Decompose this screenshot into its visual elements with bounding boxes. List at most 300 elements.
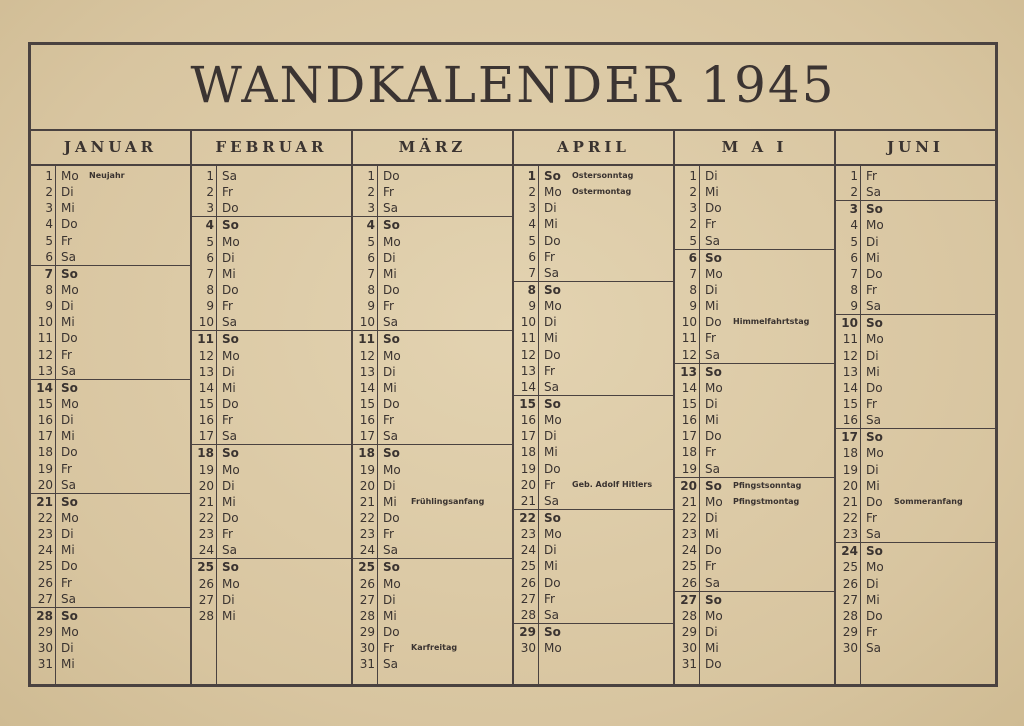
day-row — [514, 233, 673, 249]
weekday: Sa — [222, 169, 237, 183]
weekday: Do — [544, 233, 561, 248]
day-row — [353, 624, 512, 640]
weekday: Mi — [61, 315, 75, 330]
day-row — [192, 184, 351, 200]
weekday: Fr — [222, 185, 233, 200]
day-number: 29 — [519, 624, 536, 639]
day-row — [31, 314, 190, 330]
day-number: 1 — [367, 169, 375, 183]
day-row — [192, 412, 351, 428]
day-number: 12 — [37, 347, 53, 362]
day-number: 27 — [37, 591, 53, 606]
day-row — [192, 462, 351, 478]
day-row — [836, 592, 995, 608]
day-number: 24 — [37, 543, 53, 558]
weekday: So — [705, 478, 722, 493]
day-row — [675, 282, 834, 298]
day-row — [353, 494, 512, 510]
day-row — [353, 526, 512, 542]
day-number: 4 — [528, 217, 536, 232]
holiday-label: Pfingstsonntag — [733, 480, 802, 490]
day-row — [192, 592, 351, 608]
weekday: Fr — [544, 477, 555, 492]
day-row — [353, 510, 512, 526]
weekday: Fr — [61, 461, 72, 476]
weekday: So — [544, 624, 561, 639]
day-row — [514, 200, 673, 216]
day-number: 9 — [528, 299, 536, 314]
weekday: Mo — [544, 185, 562, 200]
day-list — [514, 166, 673, 656]
day-number: 20 — [520, 477, 536, 492]
weekday: Mi — [544, 445, 558, 460]
day-row — [675, 624, 834, 640]
holiday-label: Geb. Adolf Hitlers — [572, 479, 653, 489]
day-number: 11 — [37, 331, 53, 346]
day-number: 21 — [842, 494, 858, 509]
day-list — [675, 166, 834, 672]
day-number: 20 — [842, 478, 858, 493]
day-number: 6 — [850, 250, 858, 265]
day-number: 21 — [520, 493, 536, 508]
weekday: Do — [705, 315, 722, 330]
day-list — [31, 166, 190, 672]
day-number: 25 — [520, 559, 536, 574]
day-row — [353, 298, 512, 314]
day-row — [514, 526, 673, 542]
weekday: Do — [866, 266, 883, 281]
day-number: 23 — [842, 527, 858, 542]
day-row — [514, 575, 673, 591]
weekday: Fr — [383, 641, 394, 656]
day-number: 23 — [37, 527, 53, 542]
weekday: Di — [222, 478, 235, 493]
day-row — [836, 348, 995, 364]
day-row — [514, 363, 673, 379]
month-column — [192, 131, 353, 686]
day-number: 1 — [527, 169, 536, 183]
day-row — [836, 510, 995, 526]
weekday: Do — [544, 575, 561, 590]
month-grid — [31, 129, 995, 686]
month-column — [675, 131, 836, 686]
day-number: 18 — [842, 446, 858, 461]
weekday: Fr — [222, 413, 233, 428]
weekday: Do — [383, 396, 400, 411]
day-number: 16 — [37, 413, 53, 428]
day-number: 14 — [842, 380, 858, 395]
day-row — [514, 216, 673, 232]
day-row — [675, 249, 834, 266]
day-row — [353, 200, 512, 216]
weekday: Fr — [705, 217, 716, 232]
day-row — [31, 298, 190, 314]
day-row — [192, 250, 351, 266]
day-number: 1 — [689, 169, 697, 183]
weekday: Do — [61, 445, 78, 460]
weekday: Fr — [866, 396, 877, 411]
weekday: Sa — [383, 657, 398, 672]
weekday: Sa — [544, 265, 559, 280]
day-number: 15 — [681, 396, 697, 411]
day-number: 23 — [198, 527, 214, 542]
weekday: Di — [705, 396, 718, 411]
weekday: So — [544, 396, 561, 411]
day-number: 25 — [197, 560, 214, 575]
weekday: Do — [61, 331, 78, 346]
weekday: Fr — [544, 591, 555, 606]
day-row — [192, 364, 351, 380]
day-row — [514, 444, 673, 460]
holiday-label: Himmelfahrtstag — [733, 317, 810, 327]
day-row — [192, 314, 351, 330]
day-number: 9 — [367, 299, 375, 314]
weekday: Fr — [61, 233, 72, 248]
day-number: 20 — [37, 477, 53, 492]
day-row — [31, 233, 190, 249]
weekday: Mi — [544, 559, 558, 574]
weekday: So — [61, 494, 78, 509]
day-number: 27 — [198, 592, 214, 607]
weekday: Di — [61, 413, 74, 428]
weekday: Mo — [383, 348, 401, 363]
day-number: 16 — [520, 413, 536, 428]
day-row — [31, 330, 190, 346]
day-number: 29 — [37, 624, 53, 639]
weekday: Mo — [705, 380, 723, 395]
day-number: 21 — [198, 494, 214, 509]
day-row — [192, 298, 351, 314]
day-row — [31, 249, 190, 265]
day-number: 22 — [681, 510, 697, 525]
day-number: 10 — [198, 315, 214, 330]
weekday: Sa — [222, 543, 237, 558]
weekday: So — [705, 592, 722, 607]
weekday: Mo — [866, 560, 884, 575]
weekday: So — [61, 380, 78, 395]
day-row — [836, 282, 995, 298]
day-row — [514, 509, 673, 526]
day-row — [353, 428, 512, 444]
weekday: Fr — [705, 559, 716, 574]
day-number: 7 — [206, 266, 214, 281]
day-row — [514, 493, 673, 509]
day-number: 3 — [206, 201, 214, 216]
day-number: 5 — [367, 234, 375, 249]
weekday: Sa — [544, 379, 559, 394]
day-number: 5 — [528, 233, 536, 248]
day-row — [353, 412, 512, 428]
day-number: 14 — [359, 380, 375, 395]
day-number: 8 — [45, 282, 53, 297]
weekday: Sa — [383, 201, 398, 216]
weekday: Fr — [866, 510, 877, 525]
day-row — [836, 478, 995, 494]
day-row — [31, 184, 190, 200]
weekday: Sa — [383, 543, 398, 558]
day-row — [514, 281, 673, 298]
day-row — [192, 266, 351, 282]
weekday: Mi — [222, 608, 236, 623]
weekday: Fr — [61, 575, 72, 590]
day-row — [192, 542, 351, 558]
weekday: So — [544, 282, 561, 297]
day-number: 19 — [359, 462, 375, 477]
day-row — [31, 379, 190, 396]
month-name: M A I — [675, 131, 834, 166]
day-row — [514, 558, 673, 574]
day-number: 28 — [36, 608, 53, 623]
weekday: So — [383, 332, 400, 347]
day-row — [353, 314, 512, 330]
day-row — [675, 591, 834, 608]
day-row — [514, 623, 673, 640]
day-number: 22 — [198, 510, 214, 525]
day-row — [675, 314, 834, 330]
day-number: 22 — [519, 510, 536, 525]
day-number: 18 — [520, 445, 536, 460]
day-number: 2 — [528, 185, 536, 200]
day-row — [353, 330, 512, 347]
day-number: 7 — [367, 266, 375, 281]
day-number: 25 — [842, 560, 858, 575]
day-row — [836, 624, 995, 640]
day-row — [836, 428, 995, 445]
day-row — [192, 510, 351, 526]
holiday-label: Karfreitag — [411, 643, 458, 653]
day-number: 12 — [198, 348, 214, 363]
day-number: 8 — [689, 282, 697, 297]
day-row — [192, 558, 351, 575]
weekday: Mi — [705, 413, 719, 428]
day-row — [353, 184, 512, 200]
day-number: 3 — [849, 202, 858, 217]
day-number: 8 — [527, 282, 536, 297]
weekday: Mi — [705, 299, 719, 314]
weekday: Fr — [61, 347, 72, 362]
day-number: 18 — [358, 446, 375, 461]
day-row — [514, 168, 673, 184]
day-row — [353, 462, 512, 478]
day-number: 4 — [205, 218, 214, 233]
weekday: Fr — [705, 445, 716, 460]
day-number: 17 — [681, 429, 697, 444]
day-number: 13 — [680, 364, 697, 379]
weekday: Mi — [383, 266, 397, 281]
weekday: Do — [383, 624, 400, 639]
weekday: Fr — [222, 527, 233, 542]
day-number: 12 — [681, 347, 697, 362]
month-name: APRIL — [514, 131, 673, 166]
day-number: 2 — [689, 217, 697, 232]
weekday: Do — [866, 608, 883, 623]
weekday: Mi — [866, 592, 880, 607]
weekday: Di — [866, 576, 879, 591]
day-row — [675, 477, 834, 494]
weekday: Mo — [383, 234, 401, 249]
day-row — [31, 444, 190, 460]
weekday: Mi — [383, 608, 397, 623]
day-number: 27 — [842, 592, 858, 607]
month-column — [836, 131, 995, 686]
weekday: Do — [866, 380, 883, 395]
weekday: Sa — [222, 429, 237, 444]
day-row — [675, 363, 834, 380]
weekday: Mi — [705, 641, 719, 656]
day-row — [675, 200, 834, 216]
day-number: 8 — [206, 282, 214, 297]
weekday: Sa — [866, 527, 881, 542]
weekday: So — [544, 169, 561, 183]
day-row — [836, 314, 995, 331]
weekday: So — [705, 364, 722, 379]
day-row — [836, 576, 995, 592]
weekday: Do — [544, 461, 561, 476]
weekday: Mo — [705, 608, 723, 623]
day-number: 30 — [37, 641, 53, 656]
day-number: 17 — [359, 429, 375, 444]
day-number: 10 — [37, 315, 53, 330]
day-number: 27 — [520, 591, 536, 606]
day-number: 23 — [681, 527, 697, 542]
day-row — [836, 364, 995, 380]
day-row — [675, 184, 834, 200]
day-row — [836, 640, 995, 656]
day-row — [514, 330, 673, 346]
day-row — [675, 298, 834, 314]
holiday-label: Ostermontag — [572, 187, 632, 197]
weekday: Di — [544, 543, 557, 558]
day-number: 11 — [358, 332, 375, 347]
day-number: 12 — [359, 348, 375, 363]
day-number: 18 — [197, 446, 214, 461]
weekday: Mo — [544, 641, 562, 656]
day-number: 1 — [45, 169, 53, 183]
day-row — [353, 396, 512, 412]
day-number: 31 — [681, 657, 697, 672]
weekday: Mo — [383, 462, 401, 477]
weekday: So — [61, 608, 78, 623]
weekday: Di — [866, 462, 879, 477]
weekday: So — [544, 510, 561, 525]
day-row — [675, 656, 834, 672]
day-number: 10 — [359, 315, 375, 330]
weekday: So — [383, 218, 400, 233]
day-row — [31, 200, 190, 216]
day-row — [514, 640, 673, 656]
day-number: 6 — [206, 250, 214, 265]
day-number: 29 — [681, 624, 697, 639]
weekday: Sa — [866, 413, 881, 428]
day-row — [192, 216, 351, 233]
day-number: 26 — [198, 576, 214, 591]
day-row — [514, 265, 673, 281]
day-row — [353, 250, 512, 266]
day-row — [514, 607, 673, 623]
weekday: Fr — [383, 299, 394, 314]
weekday: Mi — [705, 527, 719, 542]
weekday: Do — [222, 282, 239, 297]
day-number: 9 — [850, 299, 858, 314]
month-column — [514, 131, 675, 686]
day-number: 15 — [359, 396, 375, 411]
day-row — [836, 396, 995, 412]
day-number: 3 — [45, 201, 53, 216]
day-number: 28 — [520, 607, 536, 622]
day-row — [675, 494, 834, 510]
holiday-label: Neujahr — [89, 171, 125, 180]
day-row — [514, 461, 673, 477]
month-name: JANUAR — [31, 131, 190, 166]
day-number: 4 — [366, 218, 375, 233]
weekday: So — [866, 544, 883, 559]
day-row — [31, 575, 190, 591]
weekday: Mi — [866, 478, 880, 493]
day-number: 16 — [198, 413, 214, 428]
day-row — [31, 558, 190, 574]
day-number: 6 — [528, 249, 536, 264]
weekday: Di — [61, 641, 74, 656]
weekday: Di — [866, 348, 879, 363]
day-number: 5 — [689, 233, 697, 248]
day-row — [675, 444, 834, 460]
weekday: Mi — [61, 657, 75, 672]
weekday: Di — [61, 527, 74, 542]
weekday: Di — [705, 282, 718, 297]
day-number: 17 — [520, 429, 536, 444]
weekday: Di — [383, 592, 396, 607]
weekday: So — [383, 560, 400, 575]
day-number: 2 — [45, 185, 53, 200]
day-number: 26 — [359, 576, 375, 591]
day-number: 6 — [367, 250, 375, 265]
weekday: Do — [705, 657, 722, 672]
day-number: 23 — [520, 527, 536, 542]
day-row — [31, 428, 190, 444]
day-number: 11 — [842, 332, 858, 347]
day-row — [31, 347, 190, 363]
weekday: Mi — [866, 250, 880, 265]
day-row — [836, 184, 995, 200]
day-row — [31, 656, 190, 672]
day-number: 18 — [681, 445, 697, 460]
day-number: 14 — [36, 380, 53, 395]
day-number: 13 — [198, 364, 214, 379]
day-number: 20 — [680, 478, 697, 493]
day-row — [31, 477, 190, 493]
day-row — [514, 428, 673, 444]
weekday: Mo — [705, 266, 723, 281]
day-number: 7 — [850, 266, 858, 281]
day-number: 23 — [359, 527, 375, 542]
day-number: 5 — [206, 234, 214, 249]
weekday: Mi — [61, 543, 75, 558]
day-row — [31, 542, 190, 558]
weekday: So — [866, 316, 883, 331]
day-row — [192, 428, 351, 444]
day-number: 26 — [681, 575, 697, 590]
day-row — [353, 348, 512, 364]
day-row — [192, 494, 351, 510]
calendar-frame — [28, 42, 998, 687]
weekday: Mo — [61, 396, 79, 411]
day-number: 22 — [842, 510, 858, 525]
weekday: Di — [705, 169, 718, 183]
weekday: Sa — [61, 591, 76, 606]
day-number: 6 — [688, 250, 697, 265]
day-row — [31, 216, 190, 232]
holiday-label: Ostersonntag — [572, 171, 634, 180]
